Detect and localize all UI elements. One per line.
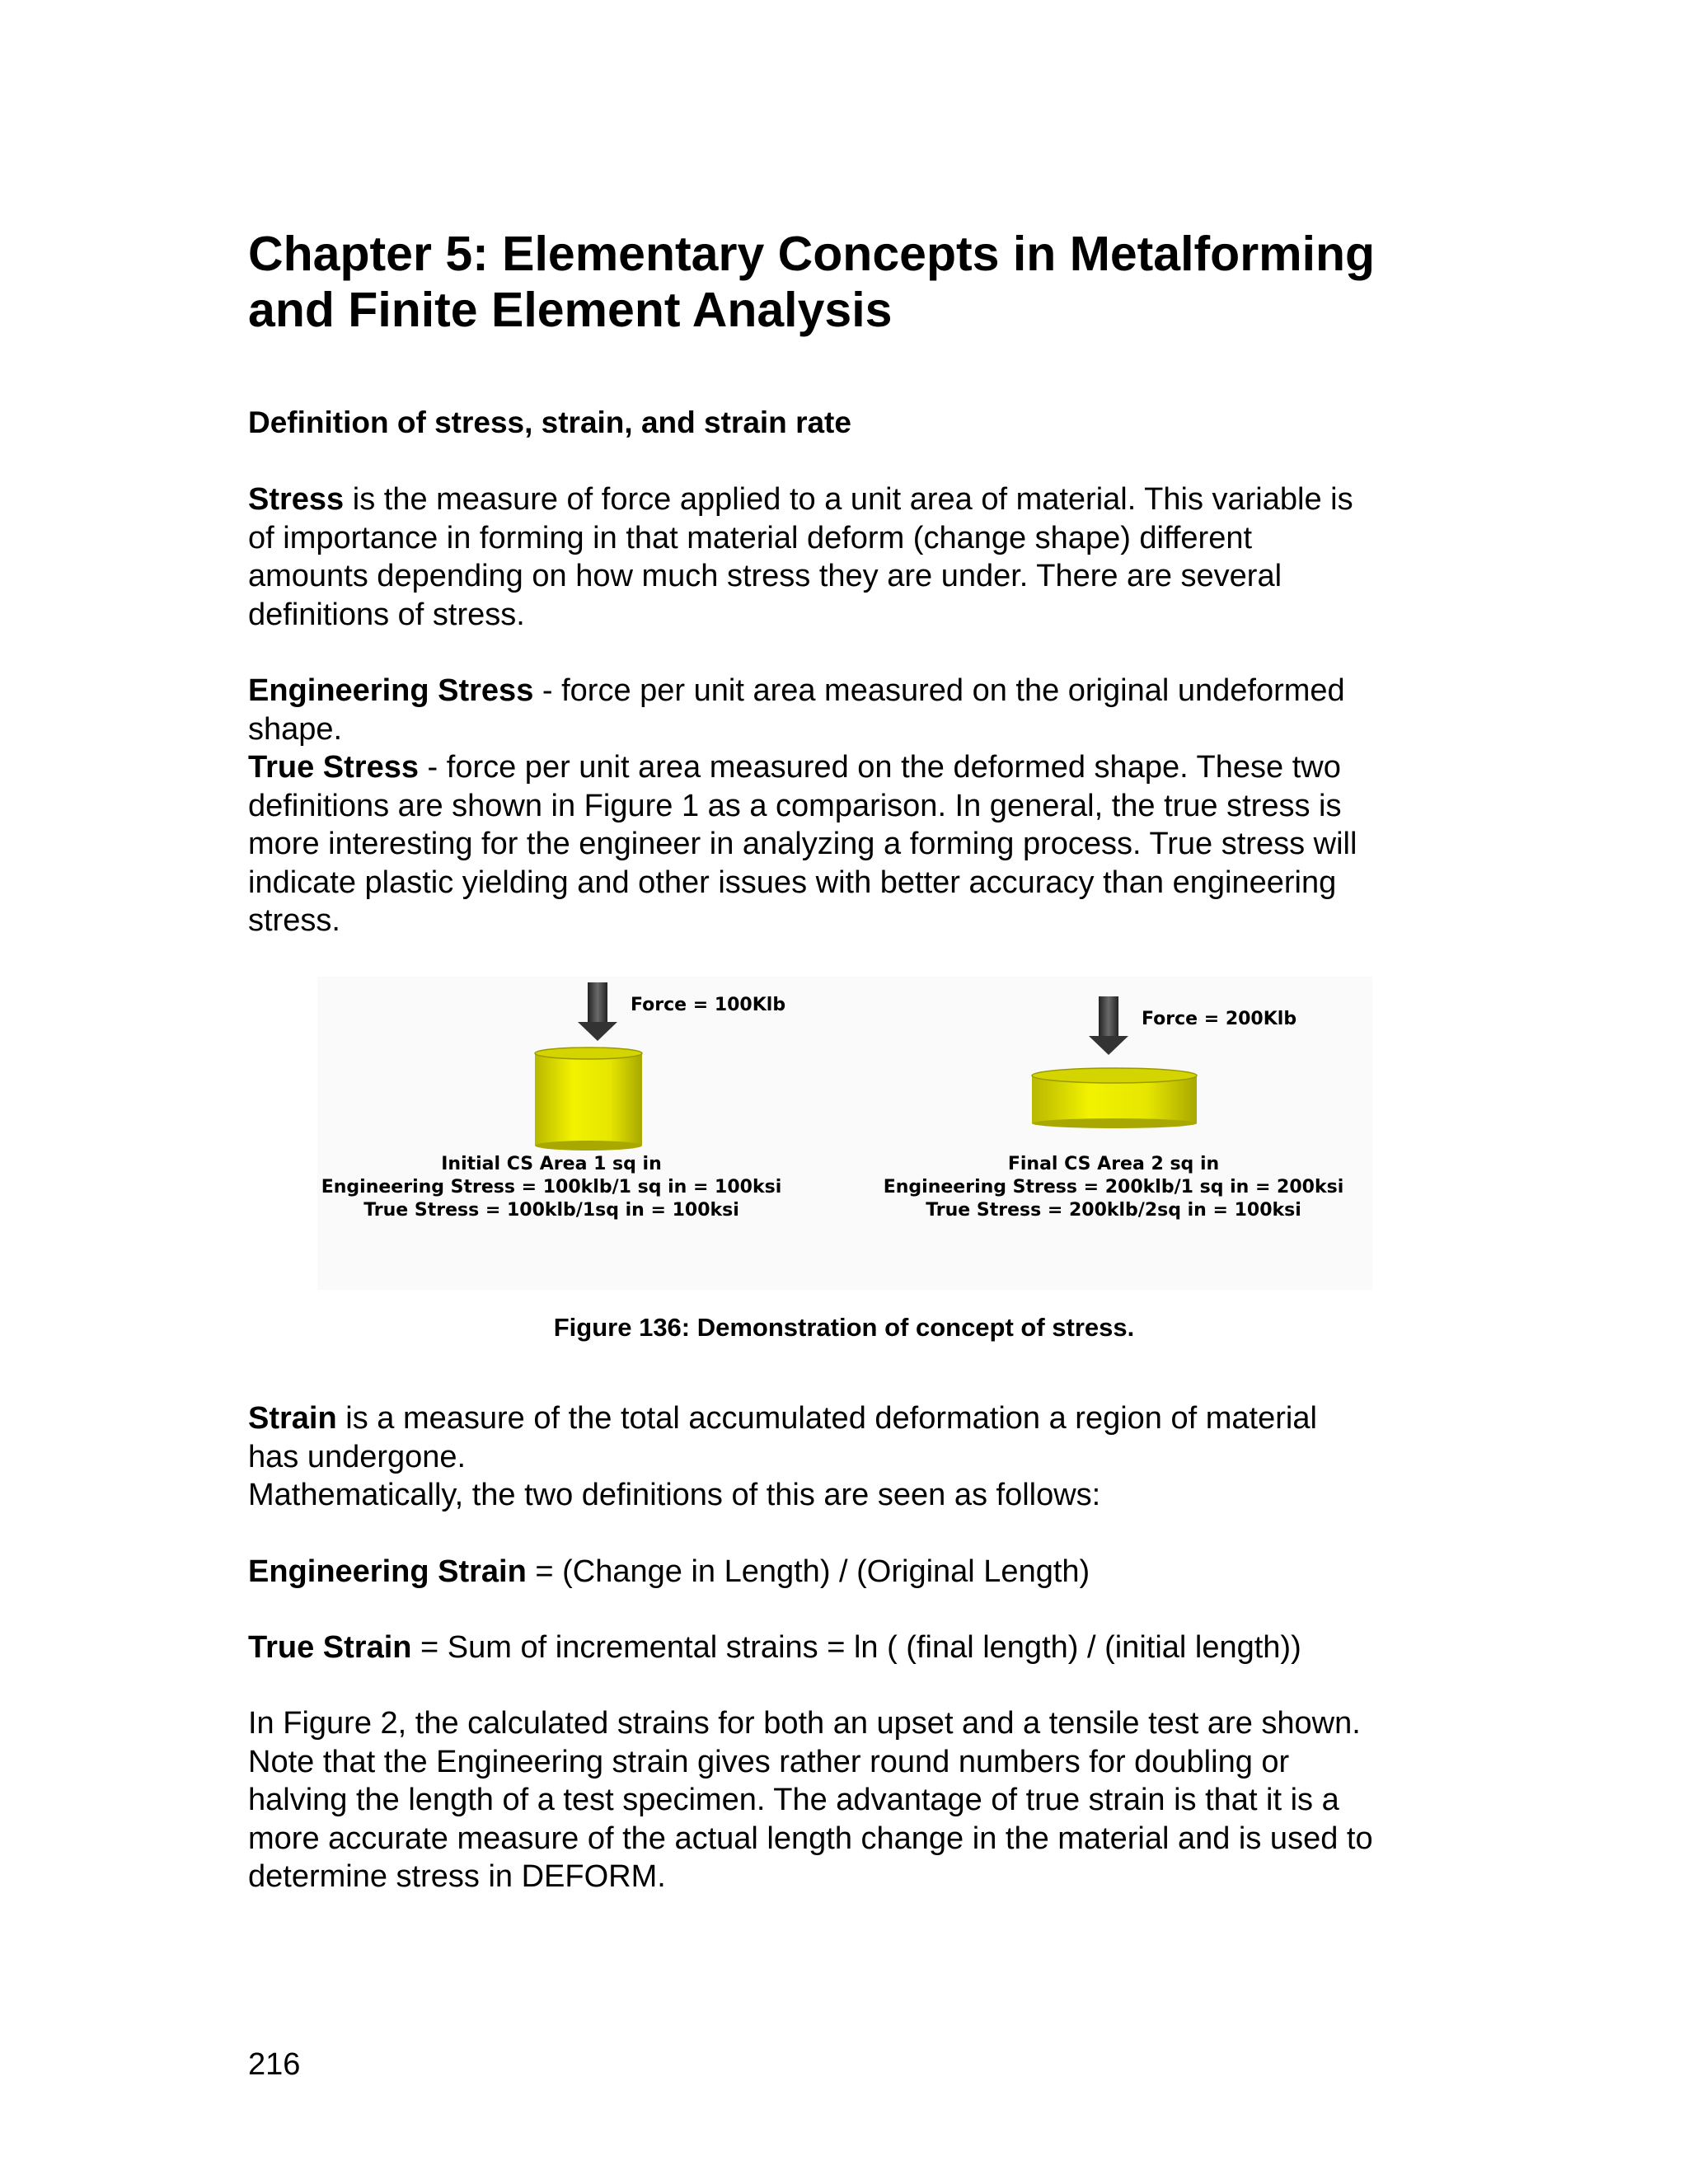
true-stress-line-4: indicate plastic yielding and other issues with better accuracy than engineering: [248, 865, 1337, 900]
true-stress-line-2: definitions are shown in Figure 1 as a comparison. In general, the true stress is: [248, 788, 1342, 823]
left-area-label: Initial CS Area 1 sq in: [441, 1154, 662, 1174]
figure2-line-4: more accurate measure of the actual length change in the material and is used to: [248, 1821, 1373, 1856]
figure2-line-2: Note that the Engineering strain gives rather round numbers for doubling or: [248, 1744, 1290, 1779]
section-heading: Definition of stress, strain, and strain rate: [248, 405, 851, 439]
figure2-paragraph: [248, 1704, 1451, 1896]
page-number: 216: [248, 2047, 301, 2082]
engineering-stress-line-1: - force per unit area measured on the original undeformed: [533, 673, 1345, 708]
right-force-label: Force = 200Klb: [1142, 1009, 1297, 1029]
strain-line-3: Mathematically, the two definitions of this are seen as follows:: [248, 1478, 1101, 1512]
left-force-label: Force = 100Klb: [631, 995, 786, 1015]
chapter-title-line-2: and Finite Element Analysis: [248, 283, 893, 337]
stress-term: Stress: [248, 482, 345, 517]
right-true-stress-label: True Stress = 200klb/2sq in = 100ksi: [926, 1200, 1301, 1221]
right-engineering-stress-label: Engineering Stress = 200klb/1 sq in = 200ksi: [883, 1177, 1344, 1197]
true-strain-formula: [248, 1629, 1451, 1667]
strain-line-2: has undergone.: [248, 1439, 467, 1474]
figure2-line-5: determine stress in DEFORM.: [248, 1859, 666, 1894]
stress-line-4: definitions of stress.: [248, 597, 525, 632]
engineering-strain-definition: = (Change in Length) / (Original Length): [526, 1554, 1090, 1589]
strain-term: Strain: [248, 1401, 337, 1436]
true-stress-line-5: stress.: [248, 903, 340, 938]
true-strain-definition: = Sum of incremental strains = ln ( (final length) / (initial length)): [411, 1630, 1301, 1665]
true-strain-term: True Strain: [248, 1630, 412, 1665]
true-stress-line-3: more interesting for the engineer in analyzing a forming process. True stress will: [248, 827, 1357, 861]
right-area-label: Final CS Area 2 sq in: [1007, 1154, 1220, 1174]
stress-figure-svg: [317, 977, 1372, 1290]
flat-cylinder-icon: [1032, 1068, 1197, 1128]
stress-paragraph: [248, 480, 1451, 634]
figure2-line-1: In Figure 2, the calculated strains for both an upset and a tensile test are shown.: [248, 1706, 1361, 1741]
true-stress-line-1: - force per unit area measured on the deformed shape. These two: [419, 750, 1341, 785]
true-stress-term: True Stress: [248, 750, 419, 785]
engineering-strain-formula: [248, 1553, 1451, 1591]
engineering-strain-term: Engineering Strain: [248, 1554, 527, 1589]
strain-paragraph: [248, 1399, 1451, 1515]
tall-cylinder-icon: [535, 1047, 642, 1151]
figure-caption: Figure 136: Demonstration of concept of stress.: [553, 1313, 1135, 1342]
chapter-title: [248, 226, 1484, 338]
engineering-stress-term: Engineering Stress: [248, 673, 534, 708]
stress-line-2: of importance in forming in that material deform (change shape) different: [248, 520, 1253, 555]
stress-line-3: amounts depending on how much stress they are under. There are several: [248, 559, 1282, 593]
figure2-line-3: halving the length of a test specimen. The advantage of true strain is that it is a: [248, 1783, 1339, 1817]
chapter-title-line-1: Chapter 5: Elementary Concepts in Metalforming: [248, 227, 1376, 281]
strain-line-1: is a measure of the total accumulated deformation a region of material: [336, 1401, 1317, 1436]
engineering-stress-paragraph: [248, 672, 1451, 940]
left-engineering-stress-label: Engineering Stress = 100klb/1 sq in = 100ksi: [321, 1177, 782, 1197]
stress-figure: [317, 977, 1372, 1290]
stress-line-1: is the measure of force applied to a unit area of material. This variable is: [344, 482, 1353, 517]
engineering-stress-line-2: shape.: [248, 711, 343, 747]
left-true-stress-label: True Stress = 100klb/1sq in = 100ksi: [363, 1200, 739, 1221]
